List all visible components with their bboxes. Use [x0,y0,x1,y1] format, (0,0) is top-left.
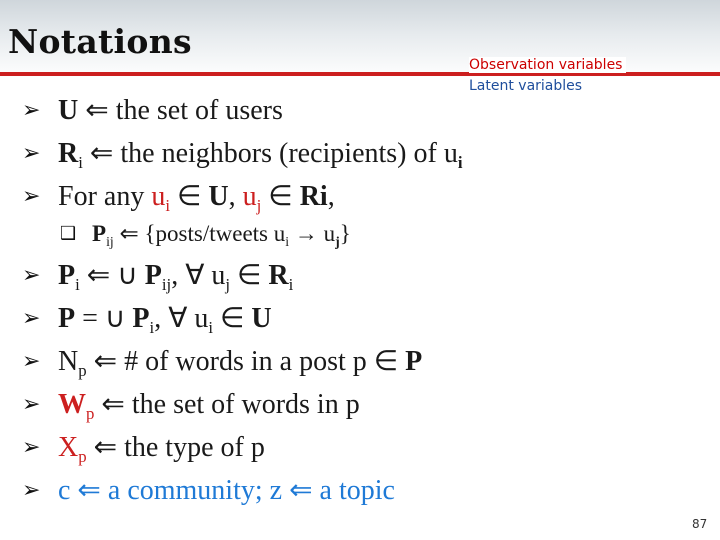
slide-title: Notations [8,22,192,61]
checkbox-bullet-icon: ❑ [60,223,77,244]
list-item [22,92,712,135]
list-item [22,472,712,515]
arrowhead-bullet-icon: ➢ [22,306,41,331]
bullet-text: U ⇐ the set of users [58,95,283,126]
arrowhead-bullet-icon: ➢ [22,478,41,503]
sub-list-item [22,217,712,253]
bullet-text: For any $u_i$ ∈ U, $u_j$ ∈ Ri, [58,181,335,215]
legend-observation: Observation variables [469,57,626,73]
bullet-text: P = ∪ $P_i$, ∀ $u_i$ ∈ U [58,303,272,337]
bullet-list [22,92,712,515]
list-item [22,386,712,429]
arrowhead-bullet-icon: ➢ [22,392,41,417]
bullet-text: c ⇐ a community; z ⇐ a topic [58,475,395,506]
bullet-text: $P_i$ ⇐ ∪ $P_{ij}$, ∀ $u_j$ ∈ $R_i$ [58,260,294,294]
bullet-text: $P_{ij}$ ⇐ {posts/tweets $u_i \to u_j$} [92,221,351,249]
legend-latent: Latent variables [469,78,586,94]
list-item [22,429,712,472]
arrowhead-bullet-icon: ➢ [22,141,41,166]
bullet-text: $X_p$ ⇐ the type of p [58,432,265,466]
list-item [22,343,712,386]
list-item [22,178,712,221]
bullet-text: $N_p$ ⇐ # of words in a post p ∈ P [58,346,423,380]
arrowhead-bullet-icon: ➢ [22,263,41,288]
bullet-text: $W_p$ ⇐ the set of words in p [58,389,360,423]
arrowhead-bullet-icon: ➢ [22,349,41,374]
bullet-text: $R_i$ ⇐ the neighbors (recipients) of $u_i$ [58,138,463,172]
list-item [22,135,712,178]
list-item [22,300,712,343]
arrowhead-bullet-icon: ➢ [22,184,41,209]
arrowhead-bullet-icon: ➢ [22,435,41,460]
page-number: 87 [692,517,708,531]
list-item [22,257,712,300]
legend [469,55,626,97]
arrowhead-bullet-icon: ➢ [22,98,41,123]
